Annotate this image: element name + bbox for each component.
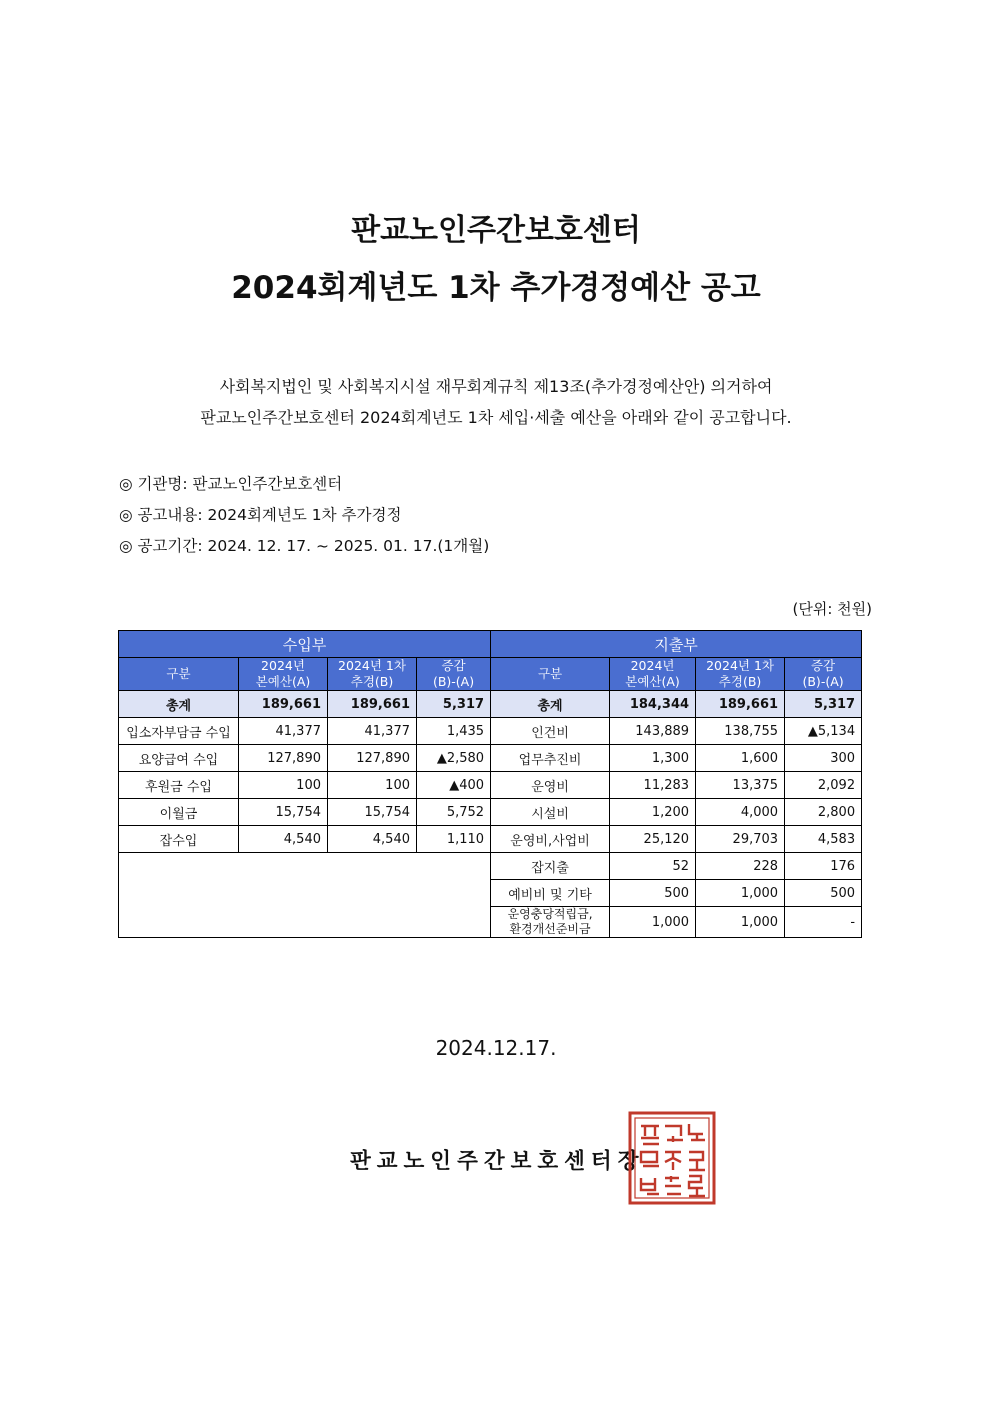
income-cell-diff: 1,110	[417, 826, 491, 853]
notice-date: 2024.12.17.	[435, 1036, 557, 1060]
col-label-line: (B)-(A)	[432, 674, 475, 689]
expense-cell-a: 52	[610, 853, 696, 880]
expense-cell-label: 운영비,사업비	[491, 826, 610, 853]
expense-cell-label: 시설비	[491, 799, 610, 826]
col-label-line: 본예산(A)	[625, 674, 680, 689]
expense-cell-b: 4,000	[696, 799, 785, 826]
unit-label: (단위: 천원)	[792, 600, 872, 618]
col-label-line: 2024년 1차	[706, 658, 774, 673]
expense-cell-label: 예비비 및 기타	[491, 880, 610, 907]
expense-cell-label: 인건비	[491, 718, 610, 745]
expense-col-supplementary	[696, 658, 785, 691]
col-label-line: (B)-(A)	[802, 674, 844, 689]
income-section-header: 수입부	[119, 631, 491, 658]
info-content: ◎ 공고내용: 2024회계년도 1차 추가경정	[119, 506, 402, 524]
expense-cell-diff: ▲5,134	[785, 718, 862, 745]
expense-cell-diff: 2,800	[785, 799, 862, 826]
expense-col-difference	[785, 658, 862, 691]
col-label-line: 증감	[810, 658, 836, 673]
col-label-line: 증감	[441, 658, 466, 673]
page-title-line2: 2024회계년도 1차 추가경정예산 공고	[231, 270, 761, 306]
expense-cell-diff: 500	[785, 880, 862, 907]
expense-col-original	[610, 658, 696, 691]
table-row	[119, 772, 862, 799]
col-label-line: 2024년	[630, 658, 675, 673]
info-org: ◎ 기관명: 판교노인주간보호센터	[119, 475, 343, 493]
income-cell-a: 4,540	[239, 826, 328, 853]
income-cell-label: 입소자부담금 수입	[119, 718, 239, 745]
income-cell-a: 127,890	[239, 745, 328, 772]
expense-cell-a: 11,283	[610, 772, 696, 799]
income-cell-b: 189,661	[328, 691, 417, 718]
expense-cell-diff: 2,092	[785, 772, 862, 799]
expense-cell-label: 업무추진비	[491, 745, 610, 772]
income-col-original	[239, 658, 328, 691]
expense-cell-label: 총계	[491, 691, 610, 718]
income-cell-diff: ▲400	[417, 772, 491, 799]
intro-text	[0, 371, 992, 433]
intro-line2: 판교노인주간보호센터 2024회계년도 1차 세입·세출 예산을 아래와 같이 공고합니다.	[200, 408, 792, 427]
expense-cell-diff: 4,583	[785, 826, 862, 853]
income-cell-label: 요양급여 수입	[119, 745, 239, 772]
expense-cell-diff: 176	[785, 853, 862, 880]
table-row	[119, 718, 862, 745]
income-cell-diff: ▲2,580	[417, 745, 491, 772]
expense-cell-a: 1,200	[610, 799, 696, 826]
expense-cell-b: 1,000	[696, 907, 785, 938]
expense-cell-b: 138,755	[696, 718, 785, 745]
income-col-difference	[417, 658, 491, 691]
expense-cell-b: 189,661	[696, 691, 785, 718]
col-label-line: 추경(B)	[350, 674, 394, 689]
expense-cell-a: 1,300	[610, 745, 696, 772]
budget-table	[118, 630, 862, 938]
col-label-line: 본예산(A)	[255, 674, 311, 689]
income-cell-a: 189,661	[239, 691, 328, 718]
income-col-category: 구분	[119, 658, 239, 691]
income-col-supplementary	[328, 658, 417, 691]
expense-cell-a: 25,120	[610, 826, 696, 853]
signature: 판교노인주간보호센터장	[350, 1149, 645, 1174]
expense-cell-a: 500	[610, 880, 696, 907]
income-cell-b: 4,540	[328, 826, 417, 853]
income-cell-label: 잡수입	[119, 826, 239, 853]
income-cell-b: 15,754	[328, 799, 417, 826]
table-row	[119, 745, 862, 772]
expense-cell-diff: -	[785, 907, 862, 938]
expense-cell-label	[491, 907, 610, 938]
expense-cell-a: 184,344	[610, 691, 696, 718]
income-cell-label: 이월금	[119, 799, 239, 826]
income-cell-label: 후원금 수입	[119, 772, 239, 799]
income-cell-b: 127,890	[328, 745, 417, 772]
expense-cell-b: 1,000	[696, 880, 785, 907]
expense-cell-label: 운영비	[491, 772, 610, 799]
table-row	[119, 826, 862, 853]
table-row-total	[119, 691, 862, 718]
income-cell-b: 100	[328, 772, 417, 799]
col-label-line: 2024년	[261, 658, 305, 673]
expense-cell-a: 1,000	[610, 907, 696, 938]
income-empty-area	[119, 853, 491, 938]
expense-section-header: 지출부	[491, 631, 862, 658]
info-period: ◎ 공고기간: 2024. 12. 17. ~ 2025. 01. 17.(1개월)	[119, 537, 490, 555]
expense-cell-label: 잡지출	[491, 853, 610, 880]
label-line: 운영충당적립금,	[507, 907, 593, 921]
income-cell-label: 총계	[119, 691, 239, 718]
page-title-line1: 판교노인주간보호센터	[351, 213, 641, 248]
income-cell-diff: 5,317	[417, 691, 491, 718]
income-cell-a: 41,377	[239, 718, 328, 745]
income-cell-diff: 1,435	[417, 718, 491, 745]
expense-cell-b: 29,703	[696, 826, 785, 853]
table-row	[119, 853, 862, 880]
expense-cell-diff: 300	[785, 745, 862, 772]
expense-cell-b: 1,600	[696, 745, 785, 772]
col-label-line: 추경(B)	[718, 674, 762, 689]
label-line: 환경개선준비금	[509, 922, 591, 936]
official-seal-icon	[627, 1110, 717, 1206]
expense-cell-a: 143,889	[610, 718, 696, 745]
income-cell-a: 100	[239, 772, 328, 799]
seal-glyphs	[641, 1124, 705, 1196]
income-cell-b: 41,377	[328, 718, 417, 745]
income-cell-diff: 5,752	[417, 799, 491, 826]
expense-col-category: 구분	[491, 658, 610, 691]
expense-cell-b: 13,375	[696, 772, 785, 799]
income-cell-a: 15,754	[239, 799, 328, 826]
expense-cell-diff: 5,317	[785, 691, 862, 718]
table-row	[119, 799, 862, 826]
col-label-line: 2024년 1차	[338, 658, 406, 673]
expense-cell-b: 228	[696, 853, 785, 880]
intro-line1: 사회복지법인 및 사회복지시설 재무회계규칙 제13조(추가경정예산안) 의거하여	[219, 377, 773, 396]
